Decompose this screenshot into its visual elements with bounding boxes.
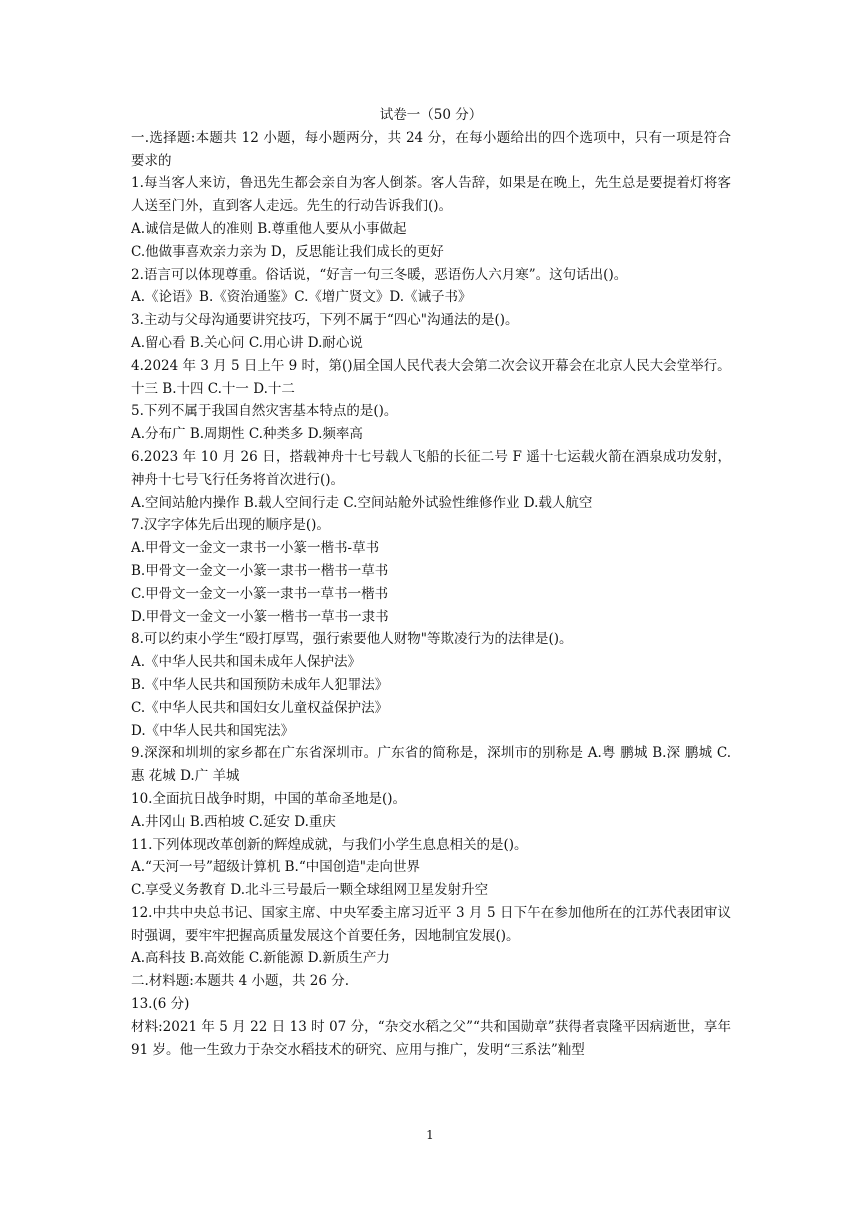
- question-13-material: 材料:2021 年 5 月 22 日 13 时 07 分，“杂交水稻之父”“共和国勋章”获得者袁隆平因病逝世，享年 91 岁。他一生致力于杂交水稻技术的研究、应用与推广，发明“三系法”籼型: [131, 1018, 731, 1058]
- question-7-option-c: C.甲骨文一金文一小篆一隶书一草书一楷书: [131, 585, 389, 602]
- question-8-option-b: B.《中华人民共和国预防未成年人犯罪法》: [131, 676, 389, 693]
- exam-content: [131, 104, 731, 1061]
- question-7-stem: 7.汉字字体先后出现的顺序是()。: [131, 517, 330, 534]
- question-11-options-cd: C.享受义务教育 D.北斗三号最后一颗全球组网卫星发射升空: [131, 882, 489, 899]
- question-4-options: 十三 B.十四 C.十一 D.十二: [131, 380, 295, 397]
- question-2-options: A.《论语》B.《资治通鉴》C.《增广贤文》D.《诫子书》: [131, 289, 472, 306]
- question-7-option-d: D.甲骨文一金文一小篆一楷书一草书一隶书: [131, 608, 389, 625]
- page-number: 1: [426, 1128, 434, 1142]
- question-3-stem: 3.主动与父母沟通要讲究技巧，下列不属于“四心"沟通法的是()。: [131, 312, 519, 329]
- section2-header: 二.材料题:本题共 4 小题，共 26 分.: [131, 973, 350, 990]
- question-11-options-ab: A.“天河一号”超级计算机 B.“中国创造"走向世界: [131, 859, 420, 876]
- question-9-stem: 9.深深和圳圳的家乡都在广东省深圳市。广东省的简称是，深圳市的别称是 A.粤 鹏城 B.深 鹏城 C.惠 花城 D.广 羊城: [131, 745, 731, 785]
- question-7-option-b: B.甲骨文一金文一小篆一隶书一楷书一草书: [131, 562, 389, 579]
- question-8-option-d: D.《中华人民共和国宪法》: [131, 722, 295, 739]
- question-12-stem: 12.中共中央总书记、国家主席、中央军委主席习近平 3 月 5 日下午在参加他所在的江苏代表团审议时强调，要牢牢把握高质量发展这个首要任务，因地制宜发展()。: [131, 904, 731, 944]
- question-3-options: A.留心看 B.关心问 C.用心讲 D.耐心说: [131, 334, 363, 351]
- question-10-options: A.井冈山 B.西柏坡 C.延安 D.重庆: [131, 813, 336, 830]
- question-11-stem: 11.下列体现改革创新的辉煌成就，与我们小学生息息相关的是()。: [131, 836, 528, 853]
- question-5-options: A.分布广 B.周期性 C.种类多 D.频率高: [131, 426, 363, 443]
- question-7-option-a: A.甲骨文一金文一隶书一小篆一楷书-草书: [131, 540, 380, 557]
- question-8-option-a: A.《中华人民共和国未成年人保护法》: [131, 654, 362, 671]
- question-6-options: A.空间站舱内操作 B.载人空间行走 C.空间站舱外试验性维修作业 D.载人航空: [131, 494, 593, 511]
- question-5-stem: 5.下列不属于我国自然灾害基本特点的是()。: [131, 403, 398, 420]
- question-2-stem: 2.语言可以体现尊重。俗话说，“好言一句三冬暖，恶语伤人六月寒”。这句话出()。: [131, 266, 628, 283]
- question-10-stem: 10.全面抗日战争时期，中国的革命圣地是()。: [131, 790, 407, 807]
- question-4-stem: 4.2024 年 3 月 5 日上午 9 时，第()届全国人民代表大会第二次会议开幕会在北京人民大会堂举行。: [131, 357, 731, 374]
- exam-title: 试卷一（50 分）: [379, 107, 483, 123]
- section1-header: 一.选择题:本题共 12 小题，每小题两分，共 24 分，在每小题给出的四个选项中，只有一项是符合要求的: [131, 129, 731, 169]
- question-1-options-cd: C.他做事喜欢亲力亲为 D，反思能让我们成长的更好: [131, 243, 444, 260]
- question-13-header: 13.(6 分): [131, 996, 190, 1013]
- question-12-options: A.高科技 B.高效能 C.新能源 D.新质生产力: [131, 950, 390, 967]
- question-1-options-ab: A.诚信是做人的准则 B.尊重他人要从小事做起: [131, 220, 407, 237]
- question-8-option-c: C.《中华人民共和国妇女儿童权益保护法》: [131, 699, 389, 716]
- question-8-stem: 8.可以约束小学生“殴打厚骂，强行索要他人财物"等欺凌行为的法律是()。: [131, 631, 573, 648]
- question-1-stem: 1.每当客人来访，鲁迅先生都会亲自为客人倒茶。客人告辞，如果是在晚上，先生总是要提着灯将客人送至门外，直到客人走远。先生的行动告诉我们()。: [131, 175, 731, 215]
- question-6-stem: 6.2023 年 10 月 26 日，搭载神舟十七号载人飞船的长征二号 F 遥十七运载火箭在酒泉成功发射，神舟十七号飞行任务将首次进行()。: [131, 448, 731, 488]
